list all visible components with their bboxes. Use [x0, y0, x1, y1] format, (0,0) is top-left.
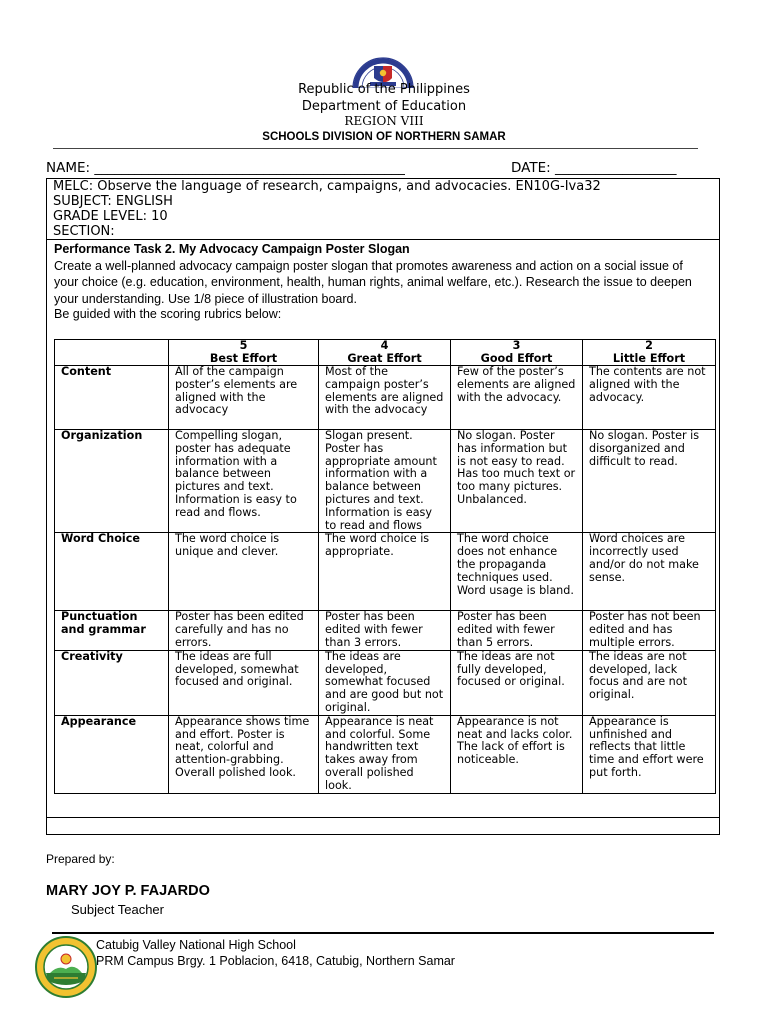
rubric-cell: The ideas are not fully developed, focused or original.: [451, 650, 583, 715]
rubric-criterion: Organization: [55, 430, 169, 533]
rubric-row-organization: [55, 430, 716, 533]
task-description: Create a well-planned advocacy campaign poster slogan that promotes awareness and action on a social issue of your choice (e.g. education, environment, health, human rights, animal welfare, etc.). Research the issue to deepen your understanding. Use 1/8 piece of illustration board.: [54, 259, 692, 306]
rubric-header-score-2: [583, 340, 716, 366]
rubric-criterion: Punctuation and grammar: [55, 611, 169, 650]
rubric-header-label: Little Effort: [612, 351, 686, 365]
rubric-header-score: 5: [239, 339, 248, 352]
rubric-cell: Slogan present. Poster has appropriate amount information with a balance between pictures and text. Information is easy to read and flows: [319, 430, 451, 533]
rubric-cell: Appearance shows time and effort. Poster is neat, colorful and attention-grabbing. Overall polished look.: [169, 715, 319, 793]
grade-level-text: GRADE LEVEL: 10: [53, 209, 168, 224]
header-republic: Republic of the Philippines: [298, 82, 470, 97]
rubric-cell: Poster has not been edited and has multiple errors.: [583, 611, 716, 650]
teacher-role: Subject Teacher: [71, 902, 164, 917]
info-box: [46, 178, 720, 240]
rubric-cell: Appearance is unfinished and reflects that little time and effort were put forth.: [583, 715, 716, 793]
rubric-header-score-3: [451, 340, 583, 366]
rubric-header-score: 2: [645, 339, 653, 352]
rubric-cell: Appearance is not neat and lacks color. The lack of effort is noticeable.: [451, 715, 583, 793]
rubric-cell: The word choice does not enhance the propaganda techniques used. Word usage is bland.: [451, 533, 583, 611]
rubric-header-score: 3: [512, 339, 521, 352]
subject-text: SUBJECT: ENGLISH: [53, 194, 173, 209]
footer-divider: [52, 932, 714, 934]
scoring-rubric-table: [54, 339, 716, 794]
rubric-cell: Poster has been edited with fewer than 3 errors.: [319, 611, 451, 650]
rubric-cell: Appearance is neat and colorful. Some handwritten text takes away from overall polished look.: [319, 715, 451, 793]
rubric-header-row: [55, 340, 716, 366]
rubric-cell: Few of the poster’s elements are aligned with the advocacy.: [451, 366, 583, 430]
date-blank: __________________: [554, 160, 677, 176]
rubric-cell: Compelling slogan, poster has adequate information with a balance between pictures and text. Information is easy to read and flows.: [169, 430, 319, 533]
school-seal-logo: [34, 935, 98, 999]
rubric-cell: The contents are not aligned with the advocacy.: [583, 366, 716, 430]
name-blank: ______________________________________________: [94, 160, 405, 176]
rubric-criterion: Word Choice: [55, 533, 169, 611]
rubric-header-score-4: [319, 340, 451, 366]
task-title: Performance Task 2. My Advocacy Campaign Poster Slogan: [54, 242, 410, 256]
rubric-row-punctuation: [55, 611, 716, 650]
rubric-header-label: Great Effort: [347, 351, 422, 365]
rubric-row-creativity: [55, 650, 716, 715]
melc-text: MELC: Observe the language of research, campaigns, and advocacies. EN10G-Iva32: [53, 179, 601, 194]
rubric-cell: The ideas are not developed, lack focus and are not original.: [583, 650, 716, 715]
rubric-cell: Poster has been edited with fewer than 5 errors.: [451, 611, 583, 650]
name-label: NAME:: [46, 160, 91, 176]
rubric-row-content: [55, 366, 716, 430]
date-field[interactable]: [511, 160, 676, 176]
rubric-cell: All of the campaign poster’s elements are aligned with the advocacy: [169, 366, 319, 430]
rubric-cell: The word choice is unique and clever.: [169, 533, 319, 611]
school-name: Catubig Valley National High School: [96, 938, 296, 952]
prepared-by-label: Prepared by:: [46, 852, 115, 866]
header-divider: [53, 148, 698, 149]
bottom-empty-row: [46, 818, 720, 835]
school-address: PRM Campus Brgy. 1 Poblacion, 6418, Catubig, Northern Samar: [96, 954, 455, 968]
rubric-cell: The word choice is appropriate.: [319, 533, 451, 611]
rubric-header-score-5: [169, 340, 319, 366]
rubric-cell: Most of the campaign poster’s elements are aligned with the advocacy: [319, 366, 451, 430]
rubric-row-word-choice: [55, 533, 716, 611]
rubric-criterion: Content: [55, 366, 169, 430]
rubric-criterion: Creativity: [55, 650, 169, 715]
rubric-header-score: 4: [380, 339, 389, 352]
header-department: Department of Education: [301, 99, 467, 114]
rubric-header-label: Best Effort: [209, 351, 278, 365]
teacher-name: MARY JOY P. FAJARDO: [46, 883, 210, 899]
rubric-cell: No slogan. Poster is disorganized and difficult to read.: [583, 430, 716, 533]
header-region: REGION VIII: [344, 114, 424, 128]
rubric-cell: Word choices are incorrectly used and/or do not make sense.: [583, 533, 716, 611]
name-field[interactable]: [46, 160, 405, 176]
rubric-cell: No slogan. Poster has information but is not easy to read. Has too much text or too many pictures. Unbalanced.: [451, 430, 583, 533]
header-division: SCHOOLS DIVISION OF NORTHERN SAMAR: [262, 131, 506, 143]
rubric-criterion: Appearance: [55, 715, 169, 793]
task-guide: Be guided with the scoring rubrics below:: [54, 307, 282, 321]
rubric-header-label: Good Effort: [480, 351, 553, 365]
date-label: DATE:: [511, 160, 551, 176]
rubric-header-criteria: [55, 340, 169, 366]
rubric-row-appearance: [55, 715, 716, 793]
rubric-cell: The ideas are developed, somewhat focused and are good but not original.: [319, 650, 451, 715]
rubric-cell: The ideas are full developed, somewhat focused and original.: [169, 650, 319, 715]
section-text: SECTION:: [53, 224, 115, 239]
rubric-cell: Poster has been edited carefully and has no errors.: [169, 611, 319, 650]
